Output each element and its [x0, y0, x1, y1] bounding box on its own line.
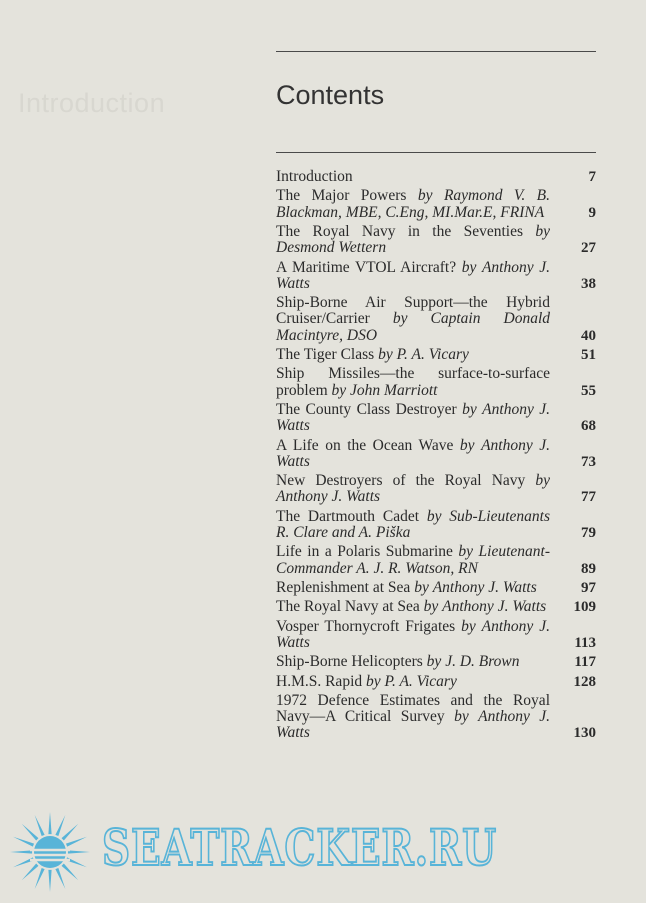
toc-page-number: 128 — [573, 673, 596, 690]
top-rule — [276, 51, 596, 52]
toc-entry-title: Life in a Polaris Submarine by Lieutenant-Commander A. J. R. Watson, RN — [276, 543, 551, 577]
sun-ray — [10, 850, 32, 853]
toc-entry[interactable] — [276, 295, 596, 344]
toc-entry[interactable] — [276, 509, 596, 541]
toc-entry-author: Desmond Wettern — [276, 239, 387, 257]
toc-entry-author: Raymond V. B. Blackman, MBE, C.Eng, MI.Mar.E, FRINA — [276, 187, 551, 221]
toc-entry-author: Captain Donald Macintyre, DSO — [276, 310, 551, 344]
sun-ray — [55, 868, 65, 889]
ghost-heading: Introduction — [18, 88, 166, 118]
sun-ray — [22, 824, 39, 841]
toc-entry-title: A Life on the Ocean Wave by Anthony J. Watts — [276, 436, 551, 470]
toc-page-number: 27 — [581, 240, 596, 257]
sun-ray — [35, 815, 45, 836]
toc-entry[interactable] — [276, 260, 596, 292]
sun-ray — [62, 824, 79, 841]
toc-page-number: 130 — [573, 725, 596, 742]
toc-entry-author: Anthony J. Watts — [276, 400, 550, 435]
toc-entry-title: New Destroyers of the Royal Navy by Anthony J. Watts — [276, 472, 550, 506]
toc-entry[interactable] — [276, 438, 596, 470]
toc-entry-author: Anthony J. Watts — [432, 578, 537, 596]
sun-ray — [35, 868, 45, 889]
title-rule — [276, 152, 596, 153]
toc-entry-title: The Major Powers by Raymond V. B. Blackman, MBE, C.Eng, MI.Mar.E, FRINA — [276, 187, 551, 221]
toc-entry[interactable] — [276, 347, 596, 363]
toc-entry-title: H.M.S. Rapid by P. A. Vicary — [276, 672, 457, 690]
toc-entry-title: The County Class Destroyer by Anthony J. Watts — [276, 400, 550, 435]
toc-page-number: 79 — [581, 524, 596, 541]
toc-page-number: 51 — [581, 346, 596, 363]
toc-entry-title: The Royal Navy in the Seventies by Desmond Wettern — [276, 222, 550, 257]
toc-entry-title: Replenishment at Sea by Anthony J. Watts — [276, 578, 537, 596]
sun-ray — [22, 864, 39, 881]
toc-entry-author: Anthony J. Watts — [442, 598, 547, 616]
toc-entry-title: Ship-Borne Air Support—the Hybrid Cruiser/Carrier by Captain Donald Macintyre, DSO — [276, 294, 551, 344]
toc-entry-author: Anthony J. Watts — [276, 488, 381, 506]
toc-entry[interactable] — [276, 169, 596, 185]
toc-entry[interactable] — [276, 473, 596, 505]
toc-entry[interactable] — [276, 188, 596, 220]
toc-entry[interactable] — [276, 544, 596, 576]
toc-entry-title: Ship-Borne Helicopters by J. D. Brown — [276, 653, 520, 671]
toc-entry-author: Anthony J. Watts — [276, 436, 551, 470]
toc-entry-title: Introduction — [276, 168, 353, 185]
toc-entry-title: The Royal Navy at Sea by Anthony J. Watts — [276, 598, 547, 616]
toc-page-number: 89 — [581, 560, 596, 577]
toc-entry-title: Ship Missiles—the surface-to-surface problem by John Marriott — [276, 365, 550, 399]
toc-entry-title: The Tiger Class by P. A. Vicary — [276, 345, 469, 363]
toc-entry[interactable] — [276, 619, 596, 651]
toc-page-number: 77 — [581, 489, 596, 506]
sun-ray — [62, 864, 79, 881]
toc-entry-author: P. A. Vicary — [396, 345, 469, 363]
toc-entry[interactable] — [276, 580, 596, 596]
toc-page-number: 117 — [574, 654, 596, 671]
toc-page-number: 113 — [574, 634, 596, 651]
toc-entry-author: P. A. Vicary — [384, 672, 457, 690]
toc-entry[interactable] — [276, 693, 596, 742]
toc-page-number: 97 — [581, 579, 596, 596]
toc-entry-author: Anthony J. Watts — [276, 708, 551, 742]
toc-entry-author: Anthony J. Watts — [276, 258, 550, 292]
toc-entry-title: Vosper Thornycroft Frigates by Anthony J. Watts — [276, 617, 550, 651]
sun-ray — [68, 850, 90, 853]
sun-ray — [13, 837, 34, 847]
toc-entry[interactable] — [276, 366, 596, 398]
toc-entry[interactable] — [276, 599, 596, 615]
sun-ray — [48, 812, 51, 834]
toc-page-number: 55 — [581, 382, 596, 399]
page-title: Contents — [276, 80, 385, 110]
toc-entry-title: 1972 Defence Estimates and the Royal Navy—A Critical Survey by Anthony J. Watts — [276, 692, 551, 742]
toc-entry-author: Sub-Lieutenants R. Clare and A. Piška — [276, 507, 551, 541]
toc-page-number: 68 — [581, 418, 596, 435]
toc-page-number: 38 — [581, 275, 596, 292]
toc-page-number: 40 — [581, 327, 596, 344]
toc-entry[interactable] — [276, 674, 596, 690]
table-of-contents — [276, 169, 596, 745]
toc-entry-author: J. D. Brown — [445, 653, 520, 671]
watermark-text: SEATRACKER.RU — [102, 818, 497, 877]
toc-page-number: 73 — [581, 453, 596, 470]
toc-entry-author: Anthony J. Watts — [276, 617, 550, 651]
sun-ray — [55, 815, 65, 836]
sun-ray — [48, 870, 51, 892]
toc-entry-author: Lieutenant-Commander A. J. R. Watson, RN — [276, 543, 551, 577]
toc-entry-author: John Marriott — [350, 381, 438, 399]
toc-entry-title: A Maritime VTOL Aircraft? by Anthony J. Watts — [276, 258, 550, 292]
toc-page-number: 109 — [573, 599, 596, 616]
sun-icon — [10, 812, 90, 892]
toc-page-number: 9 — [588, 204, 596, 221]
toc-page-number: 7 — [588, 169, 596, 185]
toc-entry[interactable] — [276, 224, 596, 256]
toc-entry[interactable] — [276, 654, 596, 670]
toc-entry[interactable] — [276, 402, 596, 434]
toc-entry-title: The Dartmouth Cadet by Sub-Lieutenants R. Clare and A. Piška — [276, 507, 551, 541]
sun-ray — [66, 837, 87, 847]
